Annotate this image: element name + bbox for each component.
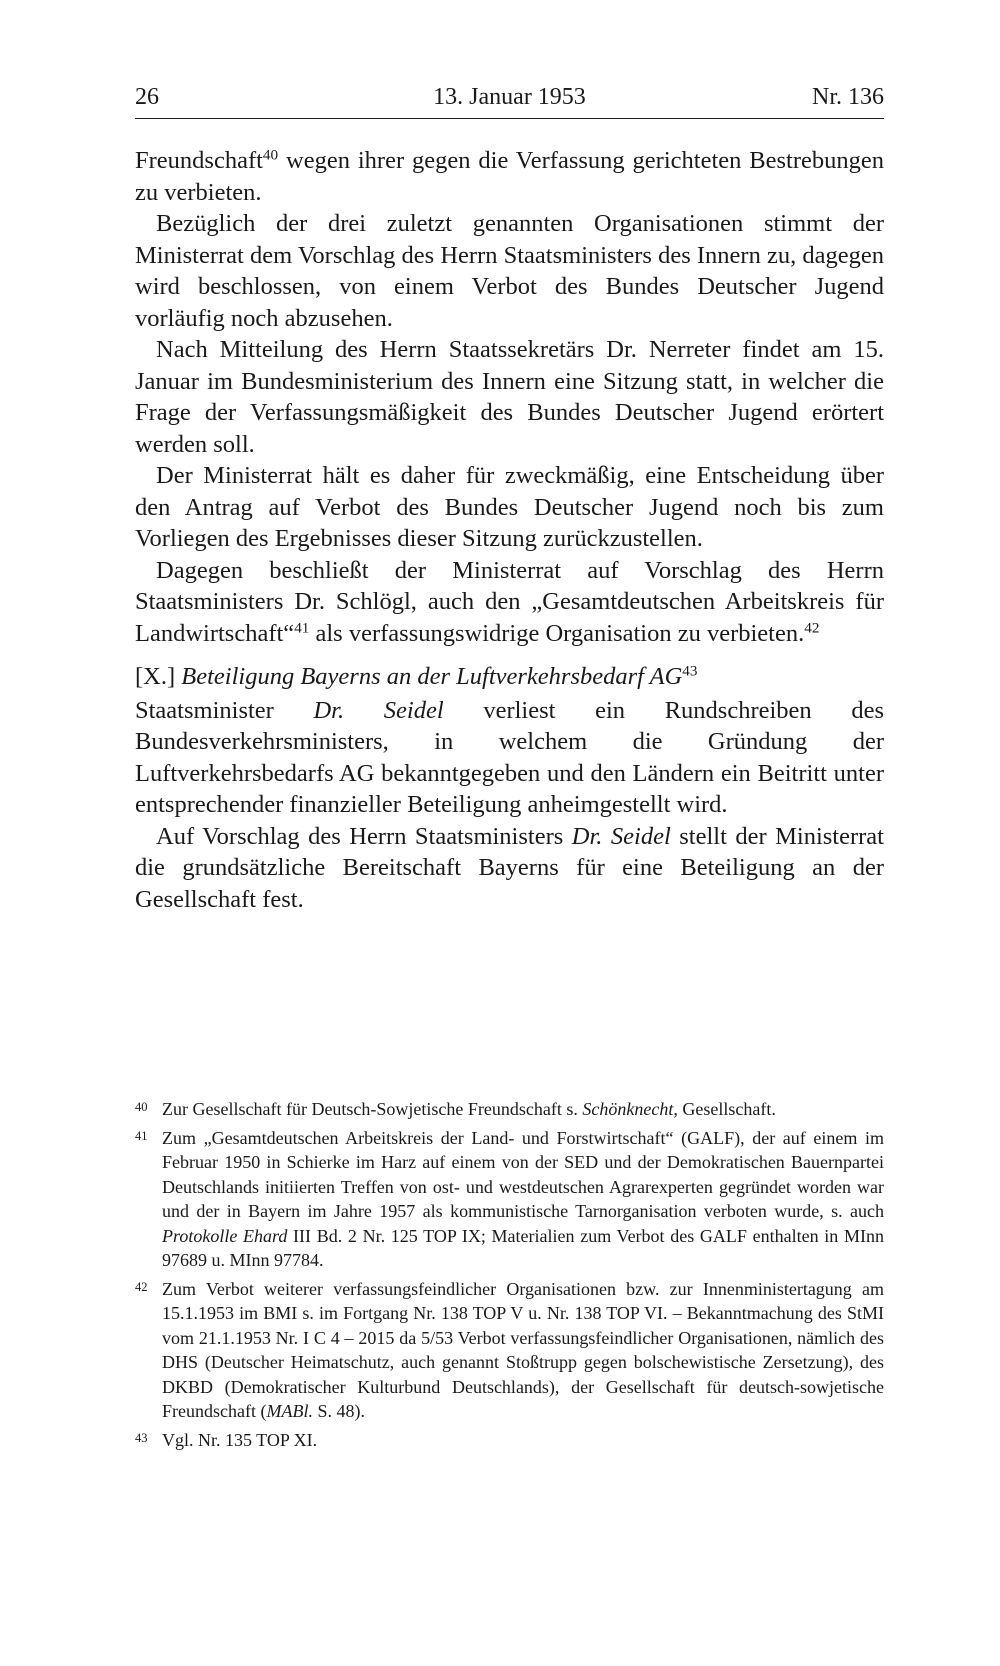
header-date: 13. Januar 1953: [433, 84, 586, 110]
paragraph: [135, 555, 884, 650]
footnote-number: 41: [135, 1128, 148, 1143]
document-number: Nr. 136: [812, 84, 884, 110]
person-name: Dr. Seidel: [571, 822, 671, 850]
footnote-text: Zum „Gesamtdeutschen Arbeitskreis der Land- und Forstwirtschaft“ (GALF), der auf einem im Februar 1950 in Schierke im Harz auf einem von der SED und der Demokratischen Bauernpartei Deutschlands initiierten Treffen von ost- und westdeutschen Agrarexperten gegründet worden war und der in Bayern im Jahre 1957 als kommunistische Tarnorganisation verboten wurde, s. auch: [162, 1127, 884, 1221]
paragraph: Bezüglich der drei zuletzt genannten Organisationen stimmt der Ministerrat dem Vorschlag des Herrn Staatsministers des Innern zu, dagegen wird beschlossen, von einem Verbot des Bundes Deutscher Jugend vorläufig noch abzusehen.: [135, 210, 884, 332]
footnote-citation: Protokolle Ehard: [162, 1225, 288, 1246]
paragraph-text: als verfassungswidrige Organisation zu verbieten.: [309, 619, 805, 647]
footnote-number: 40: [135, 1100, 148, 1114]
footnote-citation: Schönknecht: [582, 1099, 674, 1119]
footnote-text: Zur Gesellschaft für Deutsch-Sowjetische Freundschaft s.: [162, 1099, 583, 1119]
section-number: [X.]: [135, 663, 176, 690]
paragraph-text: Dagegen beschließt der Ministerrat auf Vorschlag des Herrn Staatsministers Dr. Schlögl, auch den „Gesamtdeutschen Arbeitskreis für Landwirtschaft“: [135, 556, 884, 647]
main-text: [135, 145, 884, 915]
person-name: Dr. Seidel: [313, 696, 444, 724]
footnote-ref: 42: [804, 619, 820, 637]
paragraph: Der Ministerrat hält es daher für zweckmäßig, eine Entscheidung über den Antrag auf Verbot des Bundes Deutscher Jugend noch bis zum Vorliegen des Ergebnisses dieser Sitzung zurückzustellen.: [135, 462, 884, 552]
paragraph-text: Auf Vorschlag des Herrn Staatsministers: [156, 822, 572, 850]
footnote: [135, 1097, 884, 1122]
footnote: [135, 1126, 884, 1273]
section-title: Beteiligung Bayerns an der Luftverkehrsbedarf AG: [175, 663, 683, 690]
footnote-citation: MABl.: [266, 1401, 313, 1421]
paragraph-text: Freundschaft: [135, 147, 263, 174]
page-number: 26: [135, 84, 159, 110]
paragraph-text: wegen ihrer gegen die Verfassung gerichteten Bestrebungen zu verbieten.: [135, 147, 884, 206]
footnote: [135, 1428, 884, 1453]
footnote-text: Vgl. Nr. 135 TOP XI.: [162, 1429, 318, 1450]
footnote-number: 43: [135, 1430, 148, 1445]
running-header: [135, 82, 884, 119]
section-heading: [135, 661, 884, 693]
footnote-number: 42: [135, 1279, 148, 1294]
footnote-ref: 41: [294, 619, 310, 637]
paragraph-text: stellt der Ministerrat die grundsätzliche Bereitschaft Bayerns für eine Beteiligung an der Gesellschaft fest.: [135, 822, 884, 913]
footnote-ref: 43: [682, 662, 698, 680]
paragraph: [135, 695, 884, 821]
footnote-text: , Gesellschaft.: [673, 1099, 776, 1119]
footnote-text: III Bd. 2 Nr. 125 TOP IX; Materialien zum Verbot des GALF enthalten in MInn 97689 u. MInn 97784.: [162, 1225, 884, 1270]
footnote-text: Zum Verbot weiterer verfassungsfeindlicher Organisationen bzw. zur Innenministertagung am 15.1.1953 im BMI s. im Fortgang Nr. 138 TOP V u. Nr. 138 TOP VI. – Bekanntmachung des StMI vom 21.1.1953 Nr. I C 4 – 2015 da 5/53 Verbot verfassungsfeindlicher Organisationen, nämlich des DHS (Deutscher Heimatschutz, auch genannt Stoßtrupp gegen bolschewistische Zersetzung), des DKBD (Demokratischer Kulturbund Deutschlands), der Gesellschaft für deutsch-sowjetische Freundschaft (: [162, 1278, 884, 1421]
paragraph-text: Staatsminister: [135, 696, 314, 724]
paragraph: [135, 145, 884, 208]
paragraph: Nach Mitteilung des Herrn Staatssekretärs Dr. Nerreter findet am 15. Januar im Bundesministerium des Innern eine Sitzung statt, in welcher die Frage der Verfassungsmäßigkeit des Bundes Deutscher Jugend erörtert werden soll.: [135, 336, 884, 458]
footnote: [135, 1277, 884, 1424]
footnote-ref: 40: [262, 146, 279, 164]
paragraph: [135, 821, 884, 916]
footnote-text: S. 48).: [312, 1401, 365, 1421]
footnotes: [135, 1097, 884, 1456]
paragraph-text: verliest ein Rundschreiben des Bundesverkehrsministers, in welchem die Gründung der Luftverkehrsbedarfs AG bekanntgegeben und den Ländern ein Beitritt unter entsprechender finanzieller Beteiligung anheimgestellt wird.: [135, 696, 884, 818]
